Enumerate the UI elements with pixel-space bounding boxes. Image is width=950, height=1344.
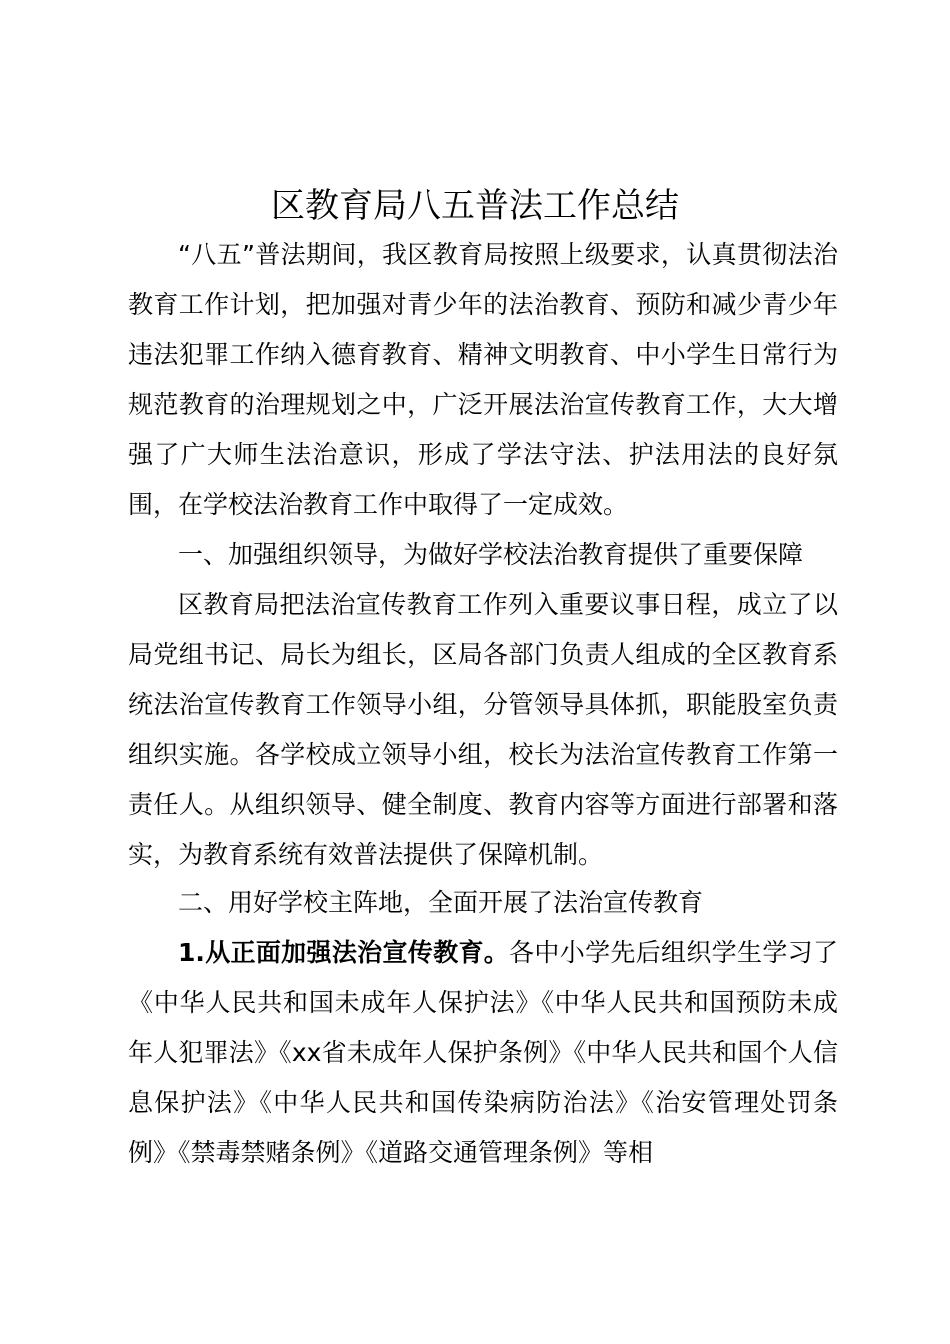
section-2-item-1-lead: 1.从正面加强法治宣传教育。 <box>178 938 510 967</box>
document-title: 区教育局八五普法工作总结 <box>271 186 679 226</box>
intro-paragraph: “八五”普法期间，我区教育局按照上级要求，认真贯彻法治教育工作计划，把加强对青少年的法治教育、预防和减少青少年违法犯罪工作纳入德育教育、精神文明教育、中小学生日常行为规范教育的治理规划之中，广泛开展法治宣传教育工作，大大增强了广大师生法治意识，形成了学法守法、护法用法的良好氛围，在学校法治教育工作中取得了一定成效。 <box>128 240 838 519</box>
section-2-heading: 二、用好学校主阵地，全面开展了法治宣传教育 <box>178 888 704 917</box>
section-1-heading: 一、加强组织领导，为做好学校法治教育提供了重要保障 <box>178 540 804 569</box>
section-1-paragraph: 区教育局把法治宣传教育工作列入重要议事日程，成立了以局党组书记、局长为组长，区局各部门负责人组成的全区教育系统法治宣传教育工作领导小组，分管领导具体抓，职能股室负责组织实施。各学校成立领导小组，校长为法治宣传教育工作第一责任人。从组织领导、健全制度、教育内容等方面进行部署和落实，为教育系统有效普法提供了保障机制。 <box>128 590 838 869</box>
section-2-item-1-body: 各中小学先后组织学生学习了《中华人民共和国未成年人保护法》《中华人民共和国预防未成年人犯罪法》《xx省未成年人保护条例》《中华人民共和国个人信息保护法》《中华人民共和国传染病防治法》《治安管理处罚条例》《禁毒禁赌条例》《道路交通管理条例》等相 <box>128 938 838 1167</box>
section-2-item-1-paragraph <box>128 928 838 1178</box>
